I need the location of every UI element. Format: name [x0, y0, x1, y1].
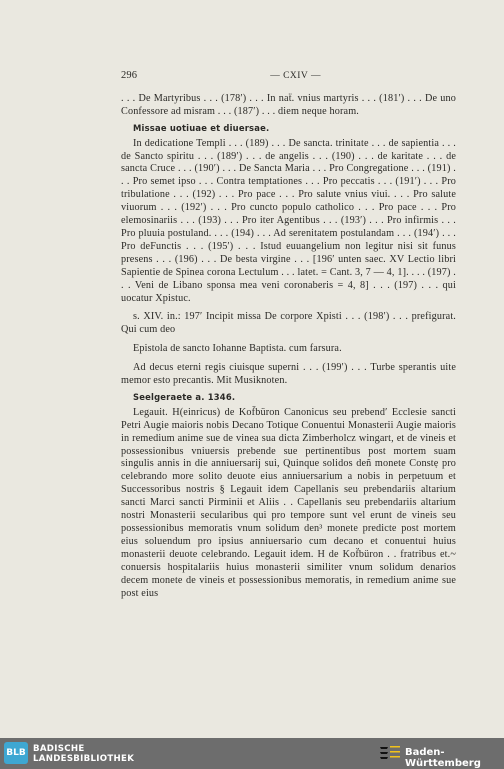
paragraph-1: . . . De Martyribus . . . (178′) . . . In naẗ. vnius martyris . . . (181′) . . . De uno Confessore ad misram . . . (187′) . . . diem neque horam. [121, 92, 456, 117]
footer-bar [0, 738, 504, 769]
paragraph-4: Epistola de sancto Iohanne Baptista. cum farsura. [133, 343, 342, 355]
library-name[interactable] [33, 744, 134, 764]
paragraph-6: Legauit. H(einricus) de Kof̈büron Canonicus seu prebend′ Ecclesie sancti Petri Augie maioris nobis Decano Totique Conuentui Monasterii Augie maioris in remedium anime sue de vinea sua dicta Zimberholcz wingart, et de vineis et possessionibus vniuersis prebende sue pertinentibus post mortem suam singulis annis in die anniuersarij sui, Quinque solidos deñ monete Constẹ pro celebrando more solito deuote eius anniuersarium a nobis in perpetuum et Successoribus nostris § Legauit idem Capellanis seu prebendariis altarium sancti Marci sancti Pirminii et Aliis . . Capellanis seu prebendariis altarium nostri Monasterii secularibus qui pro tempore sunt vel erunt de vineis seu possessionibus memoratis vnum solidum den³ monete predicte post mortem eius soluendum pro ipsius anniuersario cum decano et conuentui huius monasterii deuote celebrando. Legauit idem. H de Kof̈büron . . fratribus et.~ conuersis hospitalariis huius monasterii similiter vnum solidum denarios decem monete de vineis et possessionibus memoratis, in remedium anime sue post eius [121, 406, 456, 599]
section-heading-missae: Missae uotiuae et diuersae. [133, 122, 270, 133]
library-name-line-1: BADISCHE [33, 744, 85, 754]
page-text [121, 70, 456, 600]
paragraph-2: In dedicatione Templi . . . (189) . . . De sancta. trinitate . . . de sapientia . . . de Sancto spiritu . . . (189′) . . . de angelis . . . (190) . . . de karitate . . . de sancta Cruce . . . (190′) . . . De Sancta Maria . . . Pro Congregatione . . . (191) . . . Pro semet ipso . . . Contra temptationes . . . Pro peccatis . . . (191′) . . . Pro tribulatione . . . (192) . . . Pro pace . . . Pro salute vnius viui. . . . Pro salute viuorum . . . (192′) . . . Pro cuncto populo catholico . . . Pro pace . . . Pro elemosinariis . . . (193) . . . Pro iter Agentibus . . . (193′) . . . Pro infirmis . . . Pro pluuia postuland. . . . (194) . . . Ad serenitatem postulandam . . . (194′) . . . Pro deFunctis . . . (195′) . . . Istud euuangelium non legitur nisi sit funus presens . . . (196) . . . De besta virgine . . . [196′ unten saec. XV Lectio libri Sapientie de Spinea corona Lectulum . . . latet. = Cant. 3, 7 — 4, 1]. . . . (197) . . . Veni de Libano sponsa mea veni coronaberis = 4, 8] . . . (197) . . . qui uocatur Xpistuc. [121, 137, 456, 304]
page-header [121, 70, 456, 83]
blb-logo[interactable]: BLB [4, 742, 28, 764]
state-name[interactable]: Baden-Württemberg [405, 747, 481, 769]
library-name-line-2: LANDESBIBLIOTHEK [33, 754, 135, 764]
running-head: — CXIV — [270, 71, 321, 81]
paragraph-3: s. XIV. in.: 197′ Incipit missa De corpore Xpisti . . . (198′) . . . prefigurat. Qui cum deo [121, 311, 456, 336]
section-heading-seelgeraete: Seelgeraete a. 1346. [133, 391, 236, 402]
page-number: 296 [121, 70, 138, 81]
lion-coat-of-arms-icon[interactable] [378, 744, 402, 763]
paragraph-5: Ad decus eterni regis ciuisque superni . . . (199′) . . . Turbe sperantis uite memor esto precantis. Mit Musiknoten. [121, 362, 456, 387]
